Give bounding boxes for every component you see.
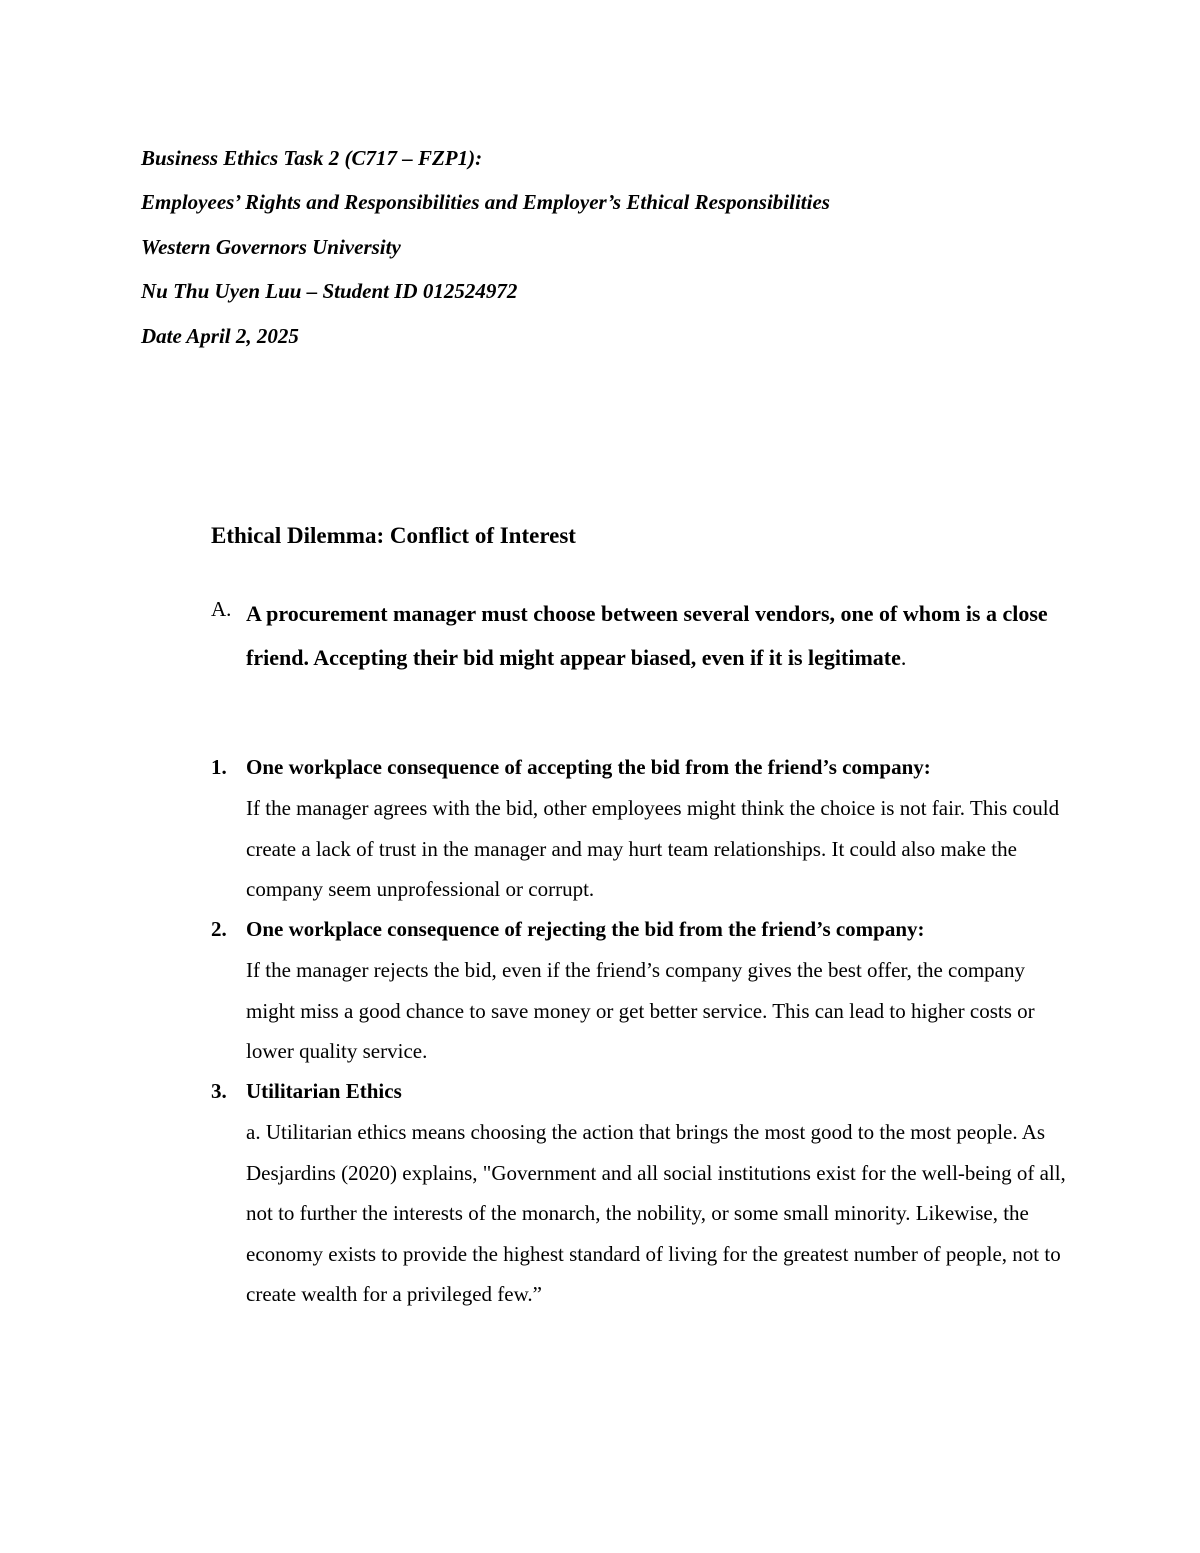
item-a-marker: A. (211, 597, 232, 621)
item-3-body: a. Utilitarian ethics means choosing the action that brings the most good to the most people. As Desjardins (2020) explains, "Government and all social institutions exist for the well-being of all, not to further the interests of the monarch, the nobility, or some small minority. Likewise, the economy exists to provide the highest standard of living for the greatest number of people, not to create wealth for a privileged few.” (246, 1120, 1066, 1306)
item-2-number: 2. (211, 917, 227, 941)
section-heading: Ethical Dilemma: Conflict of Interest (211, 523, 576, 548)
item-2-body: If the manager rejects the bid, even if the friend’s company gives the best offer, the company might miss a good chance to save money or get better service. This can lead to higher costs or lower quality service. (246, 958, 1035, 1063)
item-3-title: Utilitarian Ethics (246, 1079, 402, 1103)
item-1-body: If the manager agrees with the bid, other employees might think the choice is not fair. This could create a lack of trust in the manager and may hurt team relationships. It could also make the company seem unprofessional or corrupt. (246, 796, 1060, 901)
student-info: Nu Thu Uyen Luu – Student ID 012524972 (141, 279, 518, 303)
item-3-number: 3. (211, 1079, 227, 1103)
item-a-period: . (900, 645, 907, 670)
document-date: Date April 2, 2025 (141, 324, 299, 348)
item-a-body: A procurement manager must choose between several vendors, one of whom is a close friend. Accepting their bid might appear biased, even if it is legitimate (246, 601, 1048, 670)
item-a-text (246, 592, 1076, 680)
course-title: Business Ethics Task 2 (C717 – FZP1): (141, 146, 483, 170)
item-1-number: 1. (211, 755, 227, 779)
paper-subtitle: Employees’ Rights and Responsibilities and Employer’s Ethical Responsibilities (141, 190, 830, 214)
university-name: Western Governors University (141, 235, 401, 259)
item-2-title: One workplace consequence of rejecting the bid from the friend’s company: (246, 917, 925, 941)
item-1-title: One workplace consequence of accepting the bid from the friend’s company: (246, 755, 931, 779)
